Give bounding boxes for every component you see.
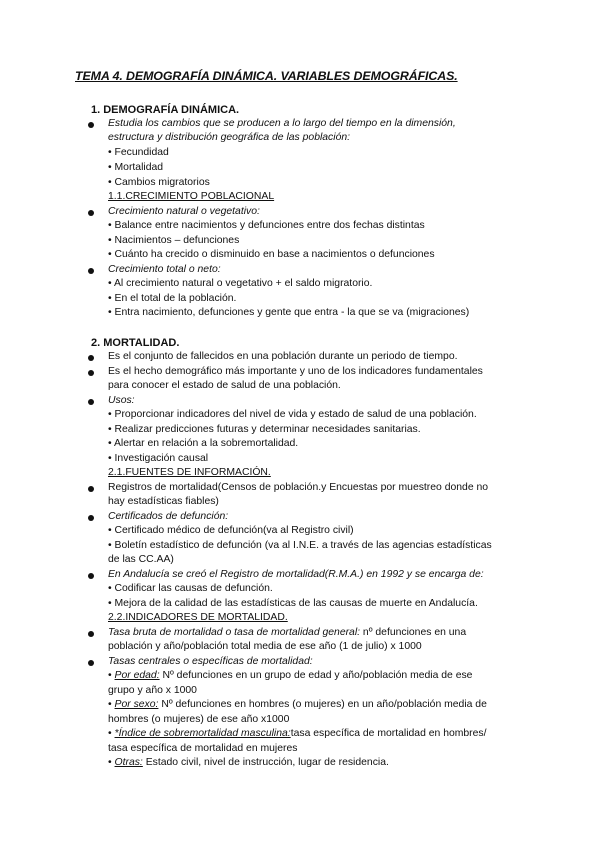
- text-line: grupo y año x 1000: [108, 685, 197, 696]
- list-item: [108, 698, 487, 712]
- document-title: TEMA 4. DEMOGRAFÍA DINÁMICA. VARIABLES DEMOGRÁFICAS.: [75, 69, 458, 83]
- list-item: • Al crecimiento natural o vegetativo + el saldo migratorio.: [108, 278, 373, 289]
- subheading: 2.1.FUENTES DE INFORMACIÓN.: [108, 467, 271, 478]
- text-line: Registros de mortalidad(Censos de población.y Encuestas por muestreo donde no: [108, 482, 489, 493]
- text-line: hombres (o mujeres) de ese año x1000: [108, 714, 290, 725]
- list-item: • Codificar las causas de defunción.: [108, 583, 273, 594]
- bullet-icon: [88, 210, 94, 216]
- text-line: Certificados de defunción:: [108, 511, 229, 522]
- text-line: población y año/población total media de ese año (1 de julio) x 1000: [108, 641, 422, 652]
- list-item: • Mortalidad: [108, 162, 164, 173]
- list-item: • Boletín estadístico de defunción (va al I.N.E. a través de las agencias estadísticas: [108, 540, 492, 551]
- text-line: Estudia los cambios que se producen a lo largo del tiempo en la dimensión,: [108, 118, 456, 129]
- bullet-icon: [88, 268, 94, 274]
- text-line: [108, 626, 466, 640]
- text-line: En Andalucía se creó el Registro de mortalidad(R.M.A.) en 1992 y se encarga de:: [108, 569, 484, 580]
- text-line: hay estadísticas fiables): [108, 496, 219, 507]
- bullet-icon: [88, 631, 94, 637]
- text-line: Es el hecho demográfico más importante y uno de los indicadores fundamentales: [108, 366, 483, 377]
- text-line: Crecimiento total o neto:: [108, 264, 221, 275]
- list-item: • Cambios migratorios: [108, 177, 210, 188]
- text-line: Usos:: [108, 395, 135, 406]
- subheading: 2.2.INDICADORES DE MORTALIDAD.: [108, 612, 288, 623]
- bullet-icon: [88, 573, 94, 579]
- text-line: Tasas centrales o específicas de mortalidad:: [108, 656, 313, 667]
- definition: Nº defunciones en un grupo de edad y año/población media de ese: [159, 670, 473, 681]
- text-line: Es el conjunto de fallecidos en una población durante un periodo de tiempo.: [108, 351, 458, 362]
- list-item: • Cuánto ha crecido o disminuido en base a nacimientos o defunciones: [108, 249, 435, 260]
- list-item: • Alertar en relación a la sobremortalidad.: [108, 438, 299, 449]
- list-item: • Balance entre nacimientos y defunciones entre dos fechas distintas: [108, 220, 425, 231]
- bullet-icon: [88, 370, 94, 376]
- bullet-icon: [88, 515, 94, 521]
- section-2-heading: 2. MORTALIDAD.: [91, 337, 180, 349]
- list-item: [108, 669, 472, 683]
- list-item: • Proporcionar indicadores del nivel de vida y estado de salud de una población.: [108, 409, 477, 420]
- list-item: • Certificado médico de defunción(va al Registro civil): [108, 525, 354, 536]
- term: Tasa bruta de mortalidad o tasa de mortalidad general:: [108, 627, 361, 638]
- list-item: • Nacimientos – defunciones: [108, 235, 240, 246]
- list-item: [108, 727, 487, 741]
- list-item: • Fecundidad: [108, 147, 169, 158]
- list-item: • Investigación causal: [108, 453, 209, 464]
- bullet-icon: [88, 355, 94, 361]
- definition: Estado civil, nivel de instrucción, lugar de residencia.: [142, 757, 389, 768]
- term: *Índice de sobremortalidad masculina:: [114, 728, 291, 739]
- bullet-char: •: [108, 699, 115, 710]
- text-line: Crecimiento natural o vegetativo:: [108, 206, 260, 217]
- list-item: • Entra nacimiento, defunciones y gente que entra - la que se va (migraciones): [108, 307, 470, 318]
- bullet-icon: [88, 122, 94, 128]
- definition: nº defunciones en una: [360, 627, 467, 638]
- text-line: estructura y distribución geográfica de las población:: [108, 132, 351, 143]
- list-item: • Mejora de la calidad de las estadísticas de las causas de muerte en Andalucía.: [108, 598, 478, 609]
- definition: Nº defunciones en hombres (o mujeres) en un año/población media de: [158, 699, 487, 710]
- list-item: [108, 756, 389, 770]
- term: Otras:: [114, 757, 143, 768]
- term: Por sexo:: [114, 699, 159, 710]
- bullet-icon: [88, 399, 94, 405]
- bullet-char: •: [108, 728, 115, 739]
- bullet-char: •: [108, 757, 115, 768]
- bullet-icon: [88, 486, 94, 492]
- section-1-heading: 1. DEMOGRAFÍA DINÁMICA.: [91, 104, 240, 116]
- bullet-char: •: [108, 670, 115, 681]
- definition: tasa específica de mortalidad en hombres/: [290, 728, 487, 739]
- text-line: para conocer el estado de salud de una población.: [108, 380, 341, 391]
- bullet-icon: [88, 660, 94, 666]
- subheading: 1.1.CRECIMIENTO POBLACIONAL: [108, 191, 275, 202]
- list-item: de las CC.AA): [108, 554, 174, 565]
- list-item: • En el total de la población.: [108, 293, 237, 304]
- text-line: tasa específica de mortalidad en mujeres: [108, 743, 298, 754]
- list-item: • Realizar predicciones futuras y determinar necesidades sanitarias.: [108, 424, 421, 435]
- term: Por edad:: [114, 670, 160, 681]
